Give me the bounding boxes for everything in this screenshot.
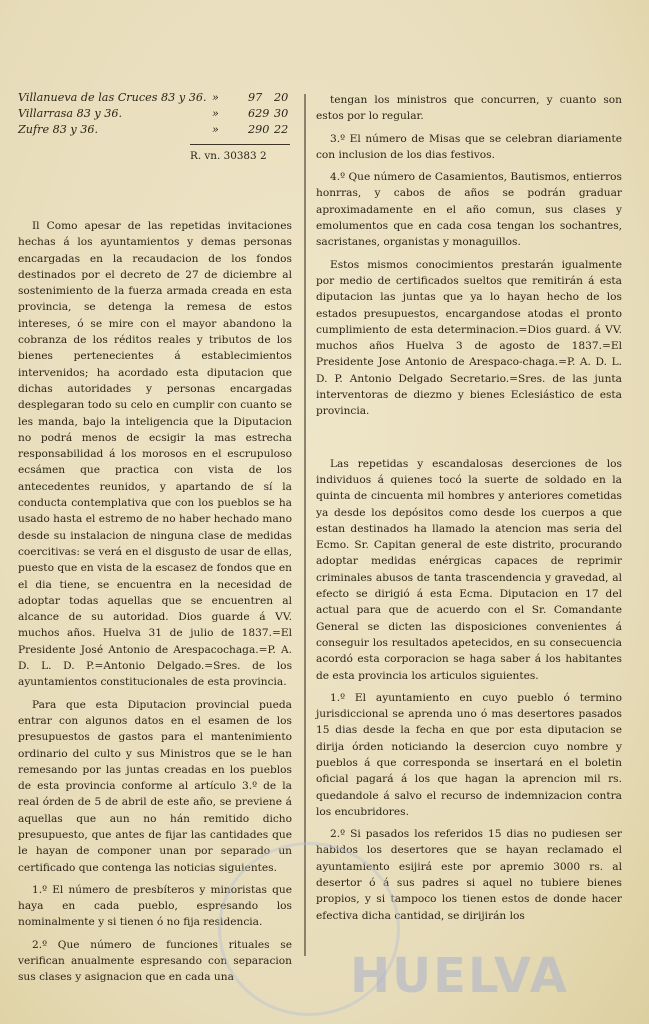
ledger-row xyxy=(18,106,292,122)
ledger-total-rule xyxy=(190,144,290,145)
ledger-row-name: Villarrasa 83 y 36. xyxy=(18,107,123,120)
right-column xyxy=(316,92,622,924)
section-gap xyxy=(18,164,292,218)
ledger-row-prefix: » xyxy=(212,107,219,120)
ledger-total-text: R. vn. 30383 2 xyxy=(190,150,267,162)
ledger-row-name: Villanueva de las Cruces 83 y 36. xyxy=(18,91,207,104)
column-divider xyxy=(304,94,306,956)
ledger-row-prefix: » xyxy=(212,123,219,136)
notice-paragraph: 4.º Que número de Casamientos, Bautismos, entierros honrras, y cabos de años se podrán graduar aproximadamente en el año comun, sus clases y emolumentos que en cada cosa tengan los sochantres, sacristanes, organistas y monaguillos. xyxy=(316,171,622,249)
ledger-row-prefix: » xyxy=(212,91,219,104)
ledger-row xyxy=(18,90,292,106)
ledger-row-cents: 20 xyxy=(274,91,289,104)
notice-paragraph: 2.º Que número de funciones rituales se verifican anualmente espresando con separacion sus clases y asignacion que en cada una xyxy=(18,938,292,984)
notice-paragraph: Para que esta Diputacion provincial pueda entrar con algunos datos en el esamen de los presupuestos de gastos para el mantenimiento ordinario del culto y sus Ministros que se le han remesando por las juntas creadas en los pueblos de esta provincia conforme al artículo 3.º de la real órden de 5 de abril de este año, se previene á aquellas que aun no hán remitido dicho presupuesto, que antes de fijar las cantidades que le hayan de componer unan por separado un certificado que contenga las noticias siguientes. xyxy=(18,698,292,874)
left-column xyxy=(18,90,292,986)
ledger-row-cents: 22 xyxy=(274,123,289,136)
notice-paragraph: 2.º Si pasados los referidos 15 dias no pudiesen ser habidos los desertores que se hayan reclamado el ayuntamiento esijirá este por apremio 3000 rs. al desertor ó á sus padres si aquel no tubiere bienes propios, y si tampoco los tienen estos de donde hacer efectiva dicha cantidad, se dirijirán los xyxy=(316,828,622,922)
ledger-row-cents: 30 xyxy=(274,107,289,120)
ledger-row-name: Zufre 83 y 36. xyxy=(18,123,99,136)
notice-paragraph: 3.º El número de Misas que se celebran diariamente con inclusion de los dias festivos. xyxy=(316,132,622,161)
ledger-row-amount: 629 xyxy=(248,107,270,120)
section-gap xyxy=(316,420,622,456)
archive-watermark-text: HUELVA xyxy=(350,948,569,1004)
ledger-row xyxy=(18,122,292,138)
notice-paragraph: 1.º El número de presbíteros y minoristas que haya en cada pueblo, espresando los nominalmente y si tienen ó no fija residencia. xyxy=(18,883,292,929)
notice-paragraph: 1.º El ayuntamiento en cuyo pueblo ó termino jurisdiccional se aprenda uno ó mas desertores pasados 15 dias desde la fecha en que por esta diputacion se dirija órden noticiando la desercion cuyo nombre y pueblos á que corresponda se insertará en el boletin oficial pagará á los que hagan la aprencion mil rs. quedandole á salvo el recurso de indemnizacion contra los encubridores. xyxy=(316,691,622,818)
ledger-row-amount: 97 xyxy=(248,91,263,104)
notice-paragraph: tengan los ministros que concurren, y cuanto son estos por lo regular. xyxy=(316,94,622,123)
ledger-row-amount: 290 xyxy=(248,123,270,136)
ledger-table xyxy=(18,90,292,164)
ledger-total xyxy=(18,142,292,164)
notice-paragraph: Las repetidas y escandalosas deserciones de los individuos á quienes tocó la suerte de soldado en la quinta de cincuenta mil hombres y anteriores cometidas ya desde los depósitos como desde los cuerpos a que estan destinados ha llamado la atencion mas seria del Ecmo. Sr. Capitan general de este distrito, procurando adoptar medidas enérgicas capaces de reprimir criminales abusos de tanta trascendencia y gravedad, al efecto se dirigió á esta Ecma. Diputacion en 17 del actual para que de acuerdo con el Sr. Comandante General se dicten las disposiciones convenientes á conseguir los resultados apetecidos, en su consecuencia acordó esta corporacion se haga saber á los habitantes de esta provincia los articulos siguientes. xyxy=(316,457,622,682)
notice-paragraph: Il Como apesar de las repetidas invitaciones hechas á los ayuntamientos y demas personas encargadas en la recaudacion de los fondos destinados por el decreto de 27 de diciembre al sostenimiento de la fuerza armada creada en esta provincia, se detenga la remesa de estos intereses, ó se mire con el mayor abandono la cobranza de los réditos reales y tributos de los bienes pertenecientes á establecimientos intervenidos; ha acordado esta diputacion que dichas autoridades y personas encargadas desplegaran todo su celo en cumplir con cuanto se les manda, bajo la inteligencia que la Diputacion no podrá menos de ecsigir la mas estrecha responsabilidad á los morosos en el escrupuloso ecsámen que practica con vista de los antecedentes reunidos, y apartando de sí la conducta contemplativa que con los pueblos se ha usado hasta el estremo de no haber hechado mano desde su instalacion de ninguna clase de medidas coercitivas: se verá en el disgusto de usar de ellas, puesto que en vista de la escasez de fondos que en el dia tiene, se encuentra en la necesidad de adoptar todas aquellas que se encuentren al alcance de su autoridad. Dios guarde á VV. muchos años. Huelva 31 de julio de 1837.=El Presidente José Antonio de Arespacochaga.=P. A. D. L. D. P.=Antonio Delgado.=Sres. de los ayuntamientos constitucionales de esta provincia. xyxy=(18,220,292,689)
notice-paragraph: Estos mismos conocimientos prestarán igualmente por medio de certificados sueltos que remitirán á esta diputacion las juntas que ya lo hayan hecho de los estados presupuestos, encargandose atodas el pronto cumplimiento de esta determinacion.=Dios guard. á VV. muchos años Huelva 3 de agosto de 1837.=El Presidente Jose Antonio de Arespaco-chaga.=P. A. D. L. D. P. Antonio Delgado Secretario.=Sres. de las junta interventoras de diezmo y bienes Eclesiástico de esta provincia. xyxy=(316,258,622,418)
